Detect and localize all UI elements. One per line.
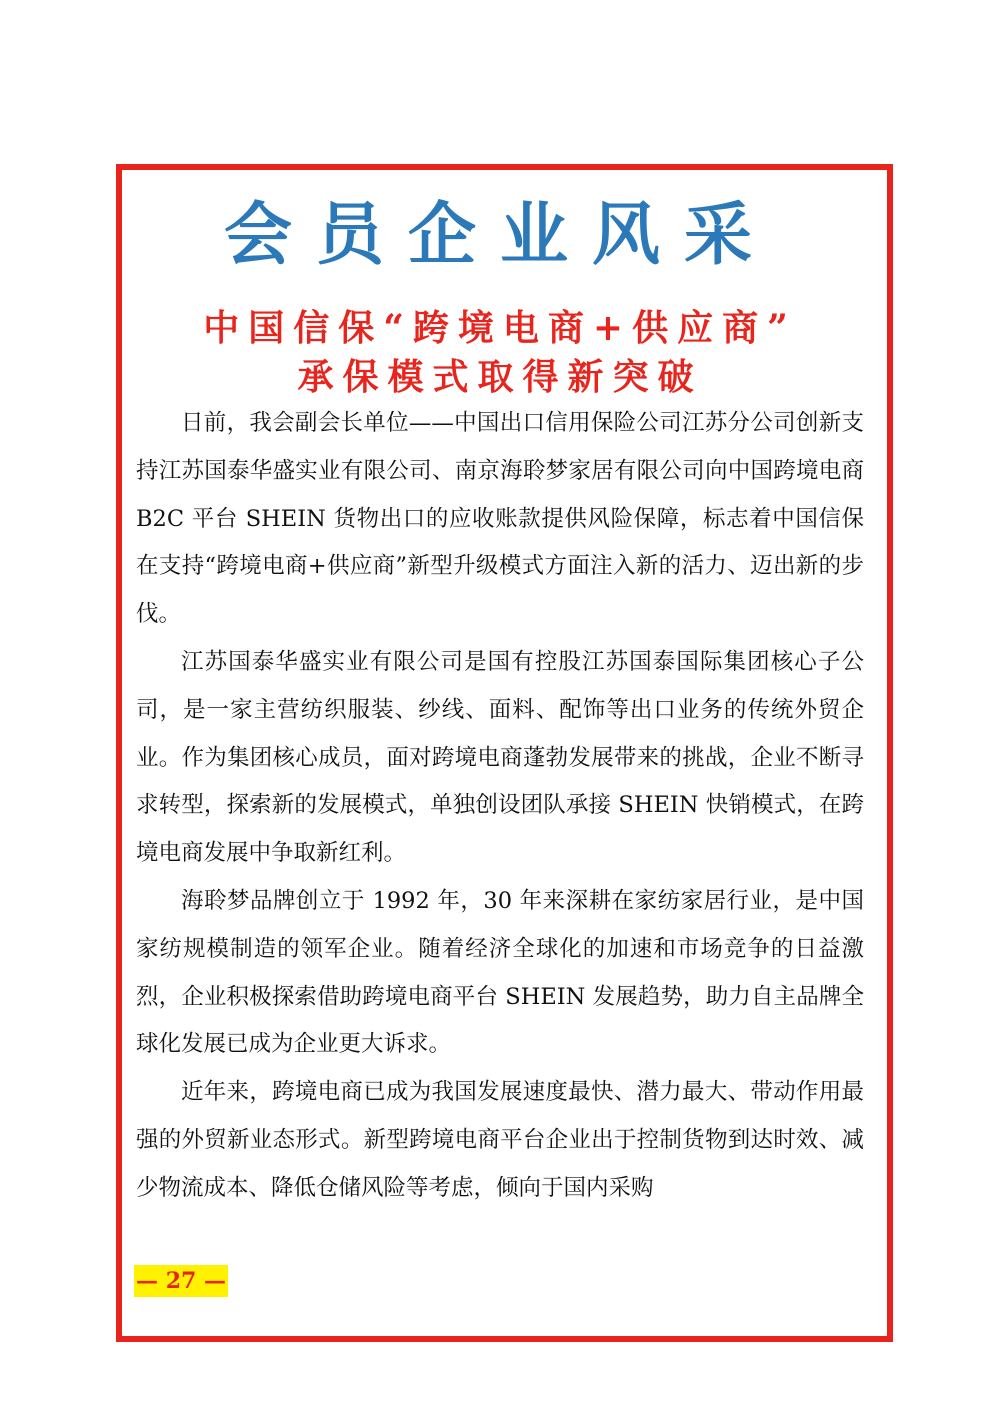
paragraph-3: 海聆梦品牌创立于 1992 年，30 年来深耕在家纺家居行业，是中国家纺规模制造的领军企业。随着经济全球化的加速和市场竞争的日益激烈，企业积极探索借助跨境电商平台 SHEIN 发展趋势，助力自主品牌全球化发展已成为企业更大诉求。 [136,887,864,1058]
article-body [136,400,864,1213]
article-headline-line-1: 中国信保“跨境电商+供应商” [203,307,797,349]
article-headline-line-2: 承保模式取得新突破 [297,356,703,398]
page-number: — 27 — [134,1265,228,1297]
paragraph-2: 江苏国泰华盛实业有限公司是国有控股江苏国泰国际集团核心子公司，是一家主营纺织服装、纱线、面料、配饰等出口业务的传统外贸企业。作为集团核心成员，面对跨境电商蓬勃发展带来的挑战，企业不断寻求转型，探索新的发展模式，单独创设团队承接 SHEIN 快销模式，在跨境电商发展中争取新红利。 [136,648,864,867]
paragraph-4: 近年来，跨境电商已成为我国发展速度最快、潜力最大、带动作用最强的外贸新业态形式。新型跨境电商平台企业出于控制货物到达时效、减少物流成本、降低仓储风险等考虑，倾向于国内采购 [136,1079,864,1201]
paragraph-1: 日前，我会副会长单位——中国出口信用保险公司江苏分公司创新支持江苏国泰华盛实业有限公司、南京海聆梦家居有限公司向中国跨境电商 B2C 平台 SHEIN 货物出口的应收账款提供风险保障，标志着中国信保在支持“跨境电商+供应商”新型升级模式方面注入新的活力、迈出新的步伐。 [136,410,864,628]
section-title: 会员企业风采 [223,195,776,275]
